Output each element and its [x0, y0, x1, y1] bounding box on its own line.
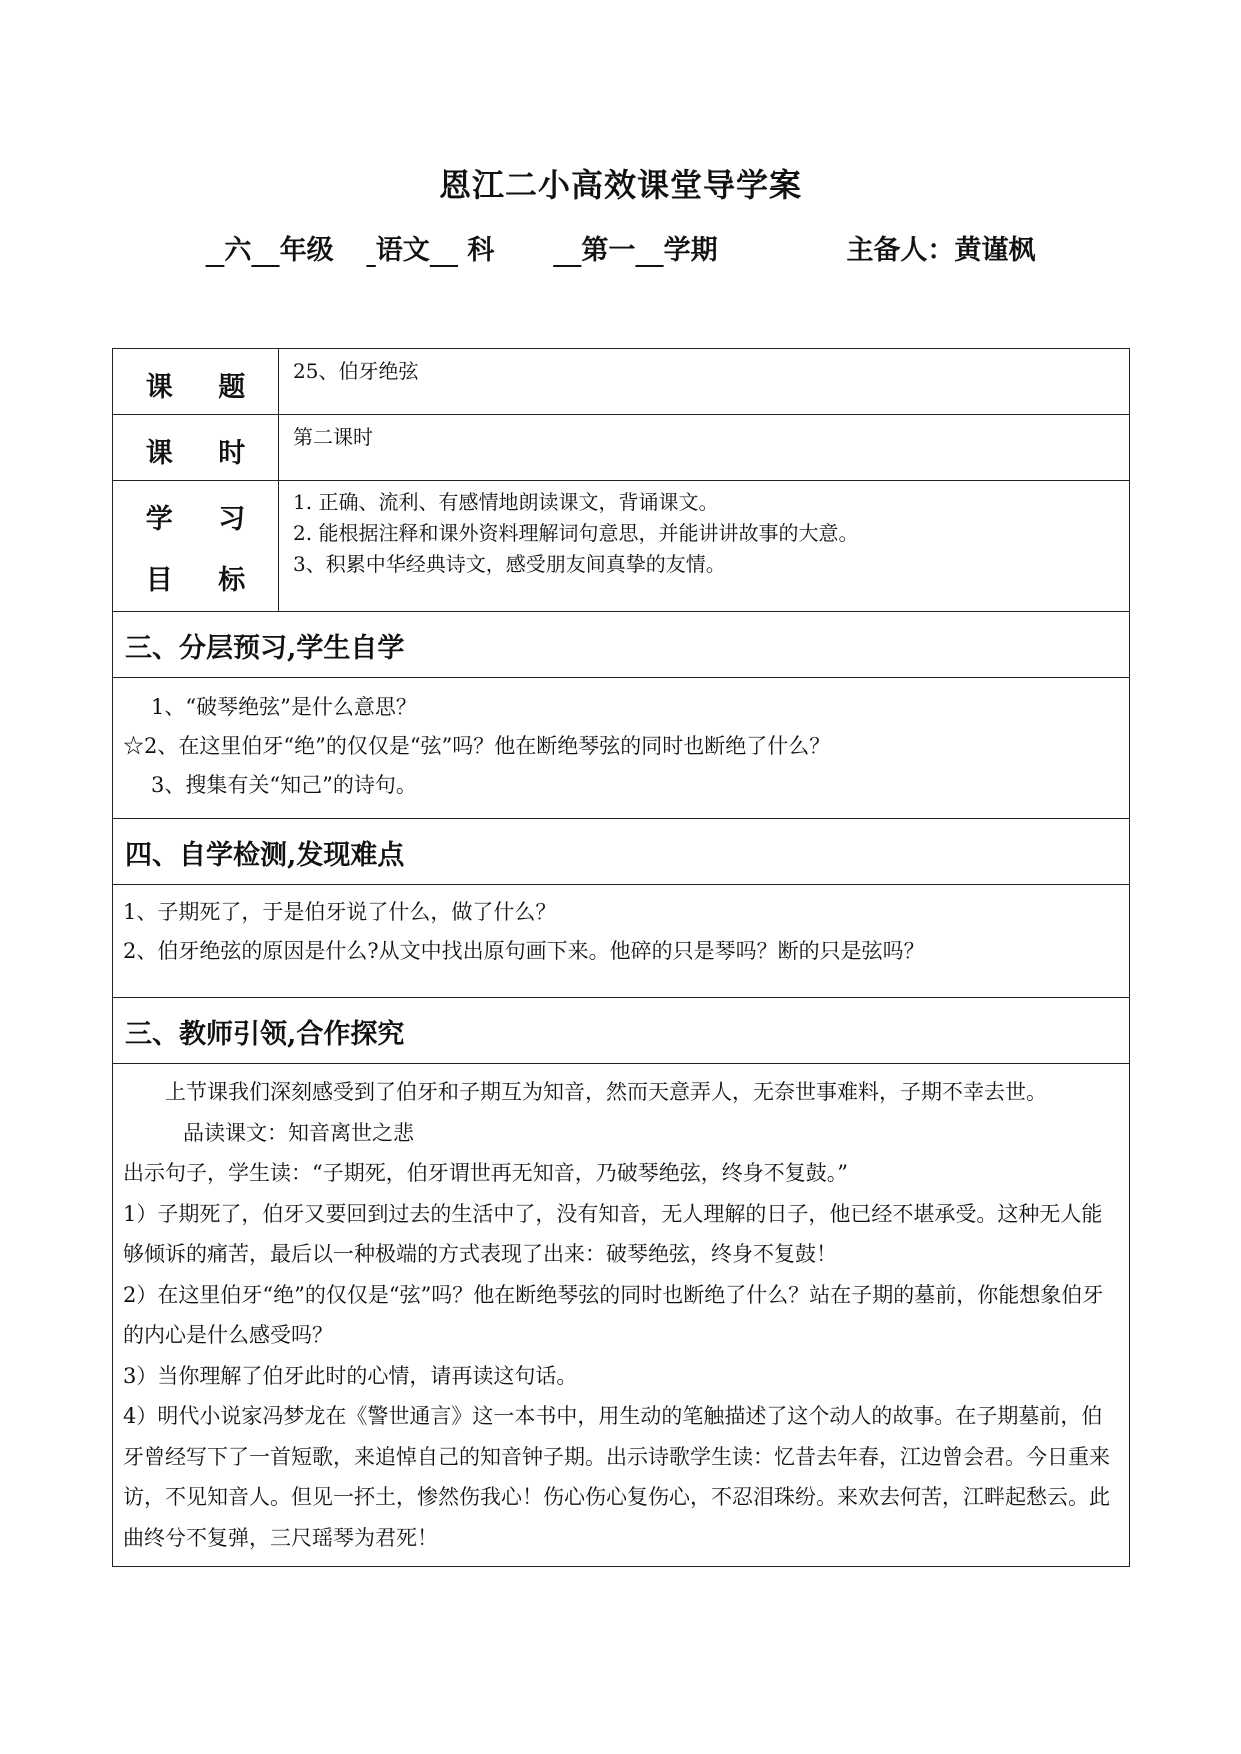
- list-item: 3、搜集有关“知己”的诗句。: [151, 773, 417, 797]
- document-subtitle: [0, 228, 1241, 267]
- goals-row: [113, 481, 1130, 612]
- paragraph: 2）在这里伯牙“绝”的仅仅是“弦”吗？他在断绝琴弦的同时也断绝了什么？站在子期的墓前，你能想象伯牙的内心是什么感受吗？: [123, 1282, 1104, 1347]
- document-title: 恩江二小高效课堂导学案: [438, 166, 802, 204]
- goals-label-cell: [113, 481, 279, 612]
- topic-row: [113, 349, 1130, 415]
- period-label: 课 时: [145, 438, 264, 469]
- list-item: 1、子期死了，于是伯牙说了什么，做了什么？: [123, 900, 557, 924]
- goal-item: 2. 能根据注释和课外资料理解词句意思，并能讲讲故事的大意。: [293, 521, 859, 545]
- paragraph: 4）明代小说家冯梦龙在《警世通言》这一本书中，用生动的笔触描述了这个动人的故事。在子期墓前，伯牙曾经写下了一首短歌，来追悼自己的知音钟子期。出示诗歌学生读：忆昔去年春，江边曾会君。今日重来访，不见知音人。但见一抔土，惨然伤我心！伤心伤心复伤心，不忍泪珠纷。来欢去何苦，江畔起愁云。此曲终兮不复弹，三尺瑶琴为君死！: [123, 1404, 1110, 1550]
- topic-label: 课 题: [145, 372, 264, 403]
- grade-value: 六: [224, 235, 252, 266]
- period-label-cell: [113, 415, 279, 481]
- period-row: [113, 415, 1130, 481]
- paragraph: 出示句子，学生读：“子期死，伯牙谓世再无知音，乃破琴绝弦，终身不复鼓。”: [123, 1161, 848, 1185]
- section1-heading-row: [113, 612, 1130, 678]
- section3-body: [113, 1064, 1130, 1567]
- goal-item: 3、积累中华经典诗文，感受朋友间真挚的友情。: [293, 552, 726, 576]
- list-item: 1、“破琴绝弦”是什么意思？: [151, 695, 417, 719]
- term-label: 学期: [663, 235, 718, 266]
- author: 主备人：黄谨枫: [846, 235, 1036, 266]
- goals-label-line2: 目 标: [145, 565, 264, 596]
- section2-body: [113, 885, 1130, 998]
- grade-label: 年级: [279, 235, 334, 266]
- section2-heading-row: [113, 819, 1130, 885]
- paragraph: 3）当你理解了伯牙此时的心情，请再读这句话。: [123, 1363, 578, 1388]
- period-value: 第二课时: [279, 415, 1130, 481]
- topic-label-cell: [113, 349, 279, 415]
- goals-label-line1: 学 习: [145, 504, 264, 535]
- paragraph: 1）子期死了，伯牙又要回到过去的生活中了，没有知音，无人理解的日子，他已经不堪承受。这种无人能够倾诉的痛苦，最后以一种极端的方式表现了出来：破琴绝弦，终身不复鼓！: [123, 1201, 1103, 1266]
- topic-value: 25、伯牙绝弦: [279, 349, 1130, 415]
- paragraph: 品读课文：知音离世之悲: [183, 1120, 414, 1145]
- list-item: ☆2、在这里伯牙“绝”的仅仅是“弦”吗？他在断绝琴弦的同时也断绝了什么？: [123, 734, 831, 758]
- paragraph: 上节课我们深刻感受到了伯牙和子期互为知音，然而天意弄人，无奈世事难料，子期不幸去世。: [165, 1080, 1047, 1104]
- section3-body-row: [113, 1064, 1130, 1567]
- subject-value: 语文: [375, 235, 430, 266]
- section3-heading-row: [113, 998, 1130, 1064]
- section2-heading: 四、自学检测,发现难点: [113, 819, 1130, 885]
- subject-label: 科: [467, 235, 495, 266]
- section1-heading: 三、分层预习,学生自学: [113, 612, 1130, 678]
- goal-item: 1. 正确、流利、有感情地朗读课文，背诵课文。: [293, 490, 719, 514]
- list-item: 2、伯牙绝弦的原因是什么?从文中找出原句画下来。他碎的只是琴吗？断的只是弦吗？: [123, 939, 925, 963]
- lesson-table: [112, 348, 1130, 1567]
- section3-heading: 三、教师引领,合作探究: [113, 998, 1130, 1064]
- section1-body: [113, 678, 1130, 819]
- section1-body-row: [113, 678, 1130, 819]
- goals-list: [279, 481, 1130, 612]
- section2-body-row: [113, 885, 1130, 998]
- term-value: 第一: [581, 235, 636, 266]
